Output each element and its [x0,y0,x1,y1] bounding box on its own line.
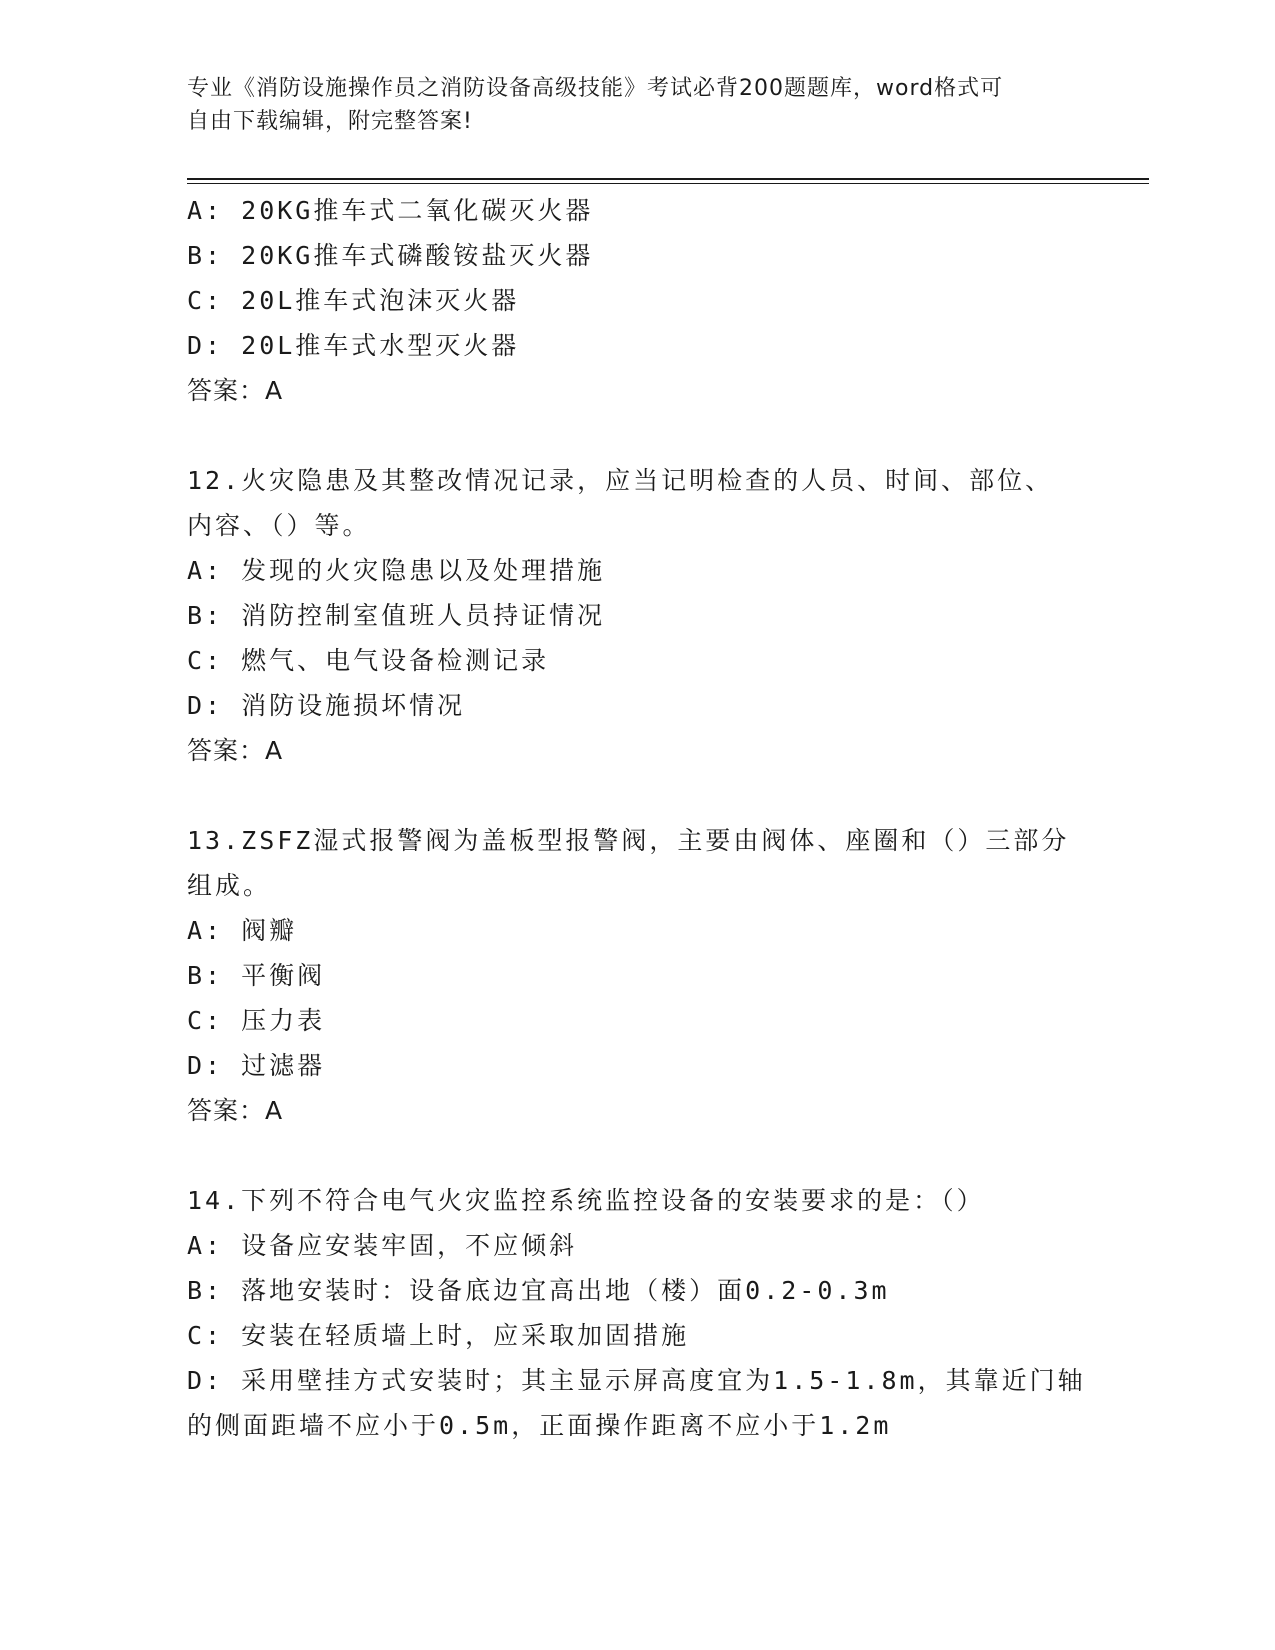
question-12 [187,458,1087,773]
option-d: D: 20L推车式水型灭火器 [187,331,520,360]
option-c: C: 压力表 [187,1006,326,1035]
option-a: A: 阀瓣 [187,916,298,945]
question-stem-continued: 组成。 [187,871,272,900]
header-divider-thin [187,183,1149,184]
option-c: C: 燃气、电气设备检测记录 [187,646,550,675]
question-list [187,188,1087,1448]
answer: 答案：A [187,376,284,405]
spacer [187,413,1087,458]
header-line-1: 专业《消防设施操作员之消防设备高级技能》考试必背200题题库，word格式可 [187,76,1004,101]
option-b: B: 消防控制室值班人员持证情况 [187,601,606,630]
option-d-continued: 的侧面距墙不应小于0.5m，正面操作距离不应小于1.2m [187,1411,892,1440]
spacer [187,1133,1087,1178]
question-14 [187,1178,1087,1448]
option-b: B: 20KG推车式磷酸铵盐灭火器 [187,241,594,270]
header-line-2: 自由下载编辑，附完整答案! [187,109,473,134]
option-c: C: 安装在轻质墙上时，应采取加固措施 [187,1321,690,1350]
answer: 答案：A [187,736,284,765]
spacer [187,773,1087,818]
question-11 [187,188,1087,413]
question-stem: 12.火灾隐患及其整改情况记录，应当记明检查的人员、时间、部位、 [187,466,1054,495]
option-c: C: 20L推车式泡沫灭火器 [187,286,520,315]
header-divider-thick [187,178,1149,180]
option-d: D: 消防设施损坏情况 [187,691,466,720]
question-stem-continued: 内容、（）等。 [187,511,371,540]
question-13 [187,818,1087,1133]
option-b: B: 落地安装时：设备底边宜高出地（楼）面0.2-0.3m [187,1276,890,1305]
document-header [187,72,1067,138]
option-d: D: 过滤器 [187,1051,326,1080]
option-d: D: 采用壁挂方式安装时；其主显示屏高度宜为1.5-1.8m，其靠近门轴 [187,1366,1086,1395]
answer: 答案：A [187,1096,284,1125]
option-a: A: 设备应安装牢固，不应倾斜 [187,1231,578,1260]
question-stem: 14.下列不符合电气火灾监控系统监控设备的安装要求的是：（） [187,1186,985,1215]
option-a: A: 发现的火灾隐患以及处理措施 [187,556,606,585]
option-b: B: 平衡阀 [187,961,326,990]
option-a: A: 20KG推车式二氧化碳灭火器 [187,196,594,225]
question-stem: 13.ZSFZ湿式报警阀为盖板型报警阀，主要由阀体、座圈和（）三部分 [187,826,1070,855]
